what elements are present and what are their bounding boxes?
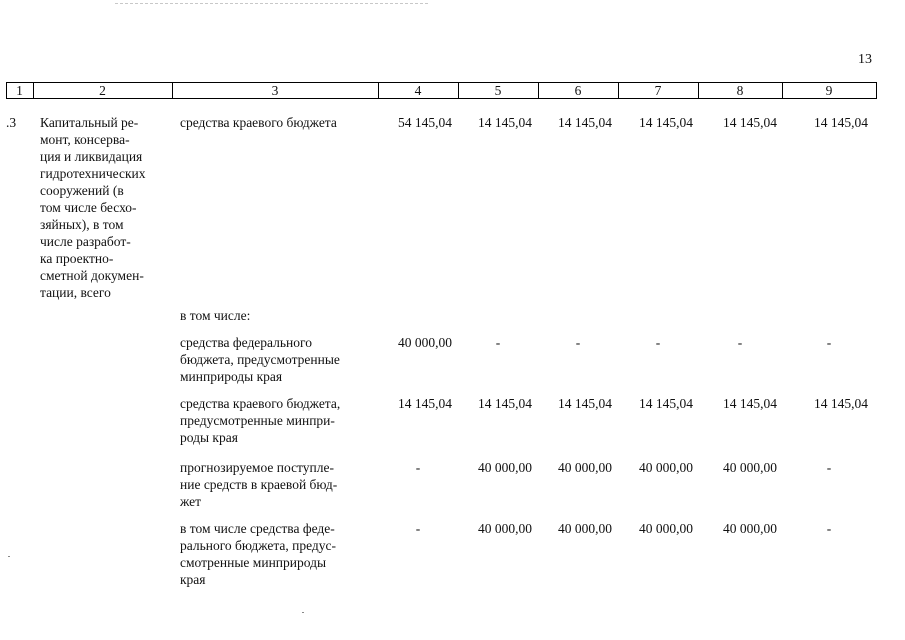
title-line: гидротехнических [40, 166, 146, 181]
title-line: зяйных), в том [40, 217, 124, 232]
source-line: в том числе: [180, 308, 251, 323]
source-line: прогнозируемое поступле- [180, 460, 334, 475]
source-line: жет [180, 494, 202, 509]
column-header: 3 [271, 83, 279, 98]
source-line: бюджета, предусмотренные [180, 352, 340, 367]
title-line: монт, консерва- [40, 132, 130, 147]
source-line: средства федерального [180, 335, 312, 350]
value-cell: 14 145,04 [558, 396, 612, 411]
funding-source [180, 520, 374, 588]
source-line: в том числе средства феде- [180, 521, 335, 536]
value-cell: 14 145,04 [558, 115, 612, 130]
value-cell: 14 145,04 [398, 396, 452, 411]
item-title [40, 114, 168, 301]
column-header: 8 [736, 83, 744, 98]
value-cell: - [575, 335, 581, 350]
value-cell: - [495, 335, 501, 350]
value-cell: 40 000,00 [639, 521, 693, 536]
column-header: 6 [574, 83, 582, 98]
source-line: рального бюджета, предус- [180, 538, 337, 553]
value-cell: 54 145,04 [398, 115, 452, 130]
column-header: 2 [99, 83, 106, 98]
value-cell: 14 145,04 [478, 396, 532, 411]
title-line: тации, всего [40, 285, 111, 300]
title-line: том числе бесхо- [40, 200, 137, 215]
row-number: .3 [6, 115, 17, 130]
value-cell: 40 000,00 [558, 521, 612, 536]
source-line: роды края [180, 430, 238, 445]
value-cell: 40 000,00 [639, 460, 693, 475]
value-cell: - [826, 460, 832, 475]
source-line: смотренные минприроды [180, 555, 327, 570]
title-line: ка проектно- [40, 251, 114, 266]
source-line: средства краевого бюджета [180, 115, 337, 130]
page-number: 13 [858, 52, 872, 67]
column-header: 5 [494, 83, 502, 98]
subheading [180, 307, 374, 324]
value-cell: 14 145,04 [814, 396, 868, 411]
value-cell: 14 145,04 [478, 115, 532, 130]
title-line: сооружений (в [40, 183, 124, 198]
title-line: Капитальный ре- [40, 115, 139, 130]
source-line: средства краевого бюджета, [180, 396, 341, 411]
value-cell: 40 000,00 [478, 460, 532, 475]
value-cell: - [655, 335, 661, 350]
title-line: ция и ликвидация [40, 149, 143, 164]
value-cell: 14 145,04 [723, 115, 777, 130]
funding-source [180, 114, 374, 131]
funding-source [180, 459, 374, 510]
value-cell: 40 000,00 [723, 460, 777, 475]
value-cell: 40 000,00 [723, 521, 777, 536]
scan-speck [302, 612, 304, 613]
scan-top-line [115, 3, 428, 4]
value-cell: 14 145,04 [639, 396, 693, 411]
source-line: края [180, 572, 206, 587]
funding-source [180, 334, 374, 385]
value-cell: - [826, 335, 832, 350]
value-cell: - [415, 521, 421, 536]
column-header: 7 [654, 83, 662, 98]
value-cell: 40 000,00 [478, 521, 532, 536]
column-header: 4 [414, 83, 422, 98]
value-cell: 14 145,04 [723, 396, 777, 411]
column-header: 1 [16, 83, 23, 98]
value-cell: 40 000,00 [558, 460, 612, 475]
column-header: 9 [825, 83, 833, 98]
value-cell: 14 145,04 [639, 115, 693, 130]
value-cell: - [737, 335, 743, 350]
source-line: ние средств в краевой бюд- [180, 477, 338, 492]
scan-speck [8, 556, 10, 557]
value-cell: - [826, 521, 832, 536]
source-line: минприроды края [180, 369, 283, 384]
value-cell: - [415, 460, 421, 475]
value-cell: 14 145,04 [814, 115, 868, 130]
header-divider [876, 82, 877, 99]
funding-source [180, 395, 374, 446]
title-line: числе разработ- [40, 234, 131, 249]
source-line: предусмотренные минпри- [180, 413, 335, 428]
value-cell: 40 000,00 [398, 335, 452, 350]
title-line: сметной докумен- [40, 268, 144, 283]
